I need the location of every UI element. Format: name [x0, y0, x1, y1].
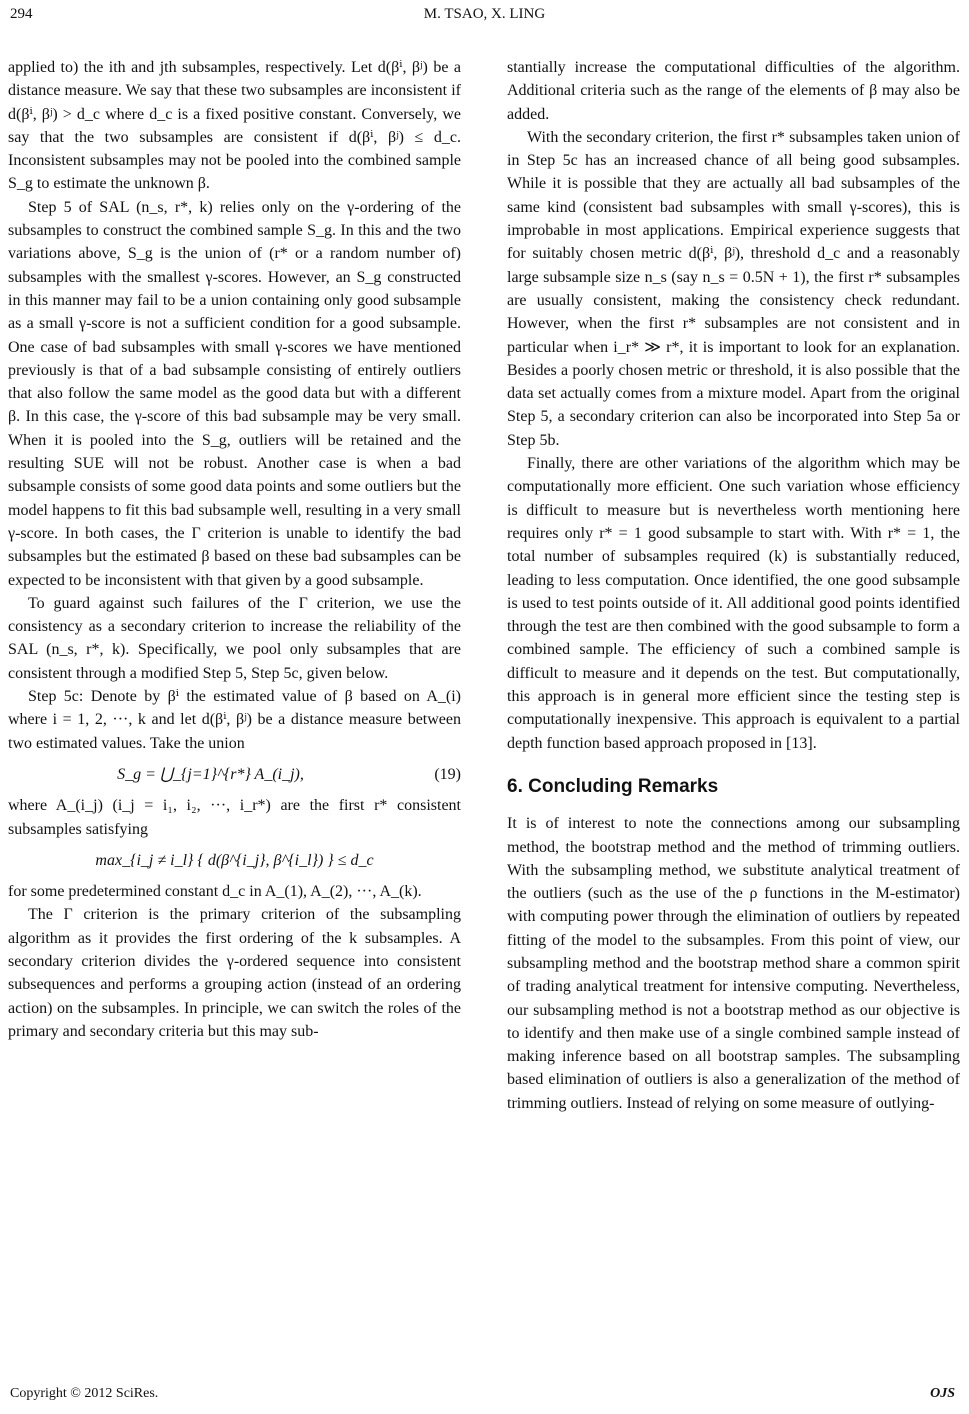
left-after-equation: [8, 794, 461, 841]
equation-19-number: (19): [434, 765, 461, 783]
paragraph: where A_(i_j) (i_j = i₁, i₂, ···, i_r*) are the first r* consistent subsamples satisfying: [8, 797, 461, 838]
paragraph: stantially increase the computational difficulties of the algorithm. Additional criteria such as the range of the elements of β may also be added.: [507, 59, 960, 123]
paragraph: for some predetermined constant d_c in A_(1), A_(2), ···, A_(k).: [8, 883, 422, 901]
right-tail-paragraphs: [507, 812, 960, 1115]
paragraph: Step 5 of SAL (n_s, r*, k) relies only on the γ-ordering of the subsamples to construct the combined sample S_g. In this and the two variations above, S_g is the union of (r* or a random number of) subsamples with the smallest γ-scores. However, an S_g constructed in this manner may fail to be a union containing only good subsample as a small γ-score is not a sufficient condition for a good subsample. One case of bad subsamples with small γ-scores we have mentioned previously is that of a bad subsample consisting of entirely outliers that also follow the same model as the good data but with a different β. In this case, the γ-score of this bad subsample may be very small. When it is pooled into the S_g, outliers will be retained and the resulting SUE will not be robust. Another case is when a bad subsample consists of some good data points and some outliers but the model happens to fit this bad subsample well, resulting in a very small γ-score. In both cases, the Γ criterion is unable to identify the bad subsamples but the estimated β based on these bad subsamples can be expected to be inconsistent with that given by a good subsample.: [8, 198, 461, 589]
section-heading: 6. Concluding Remarks: [507, 775, 719, 797]
paragraph: The Γ criterion is the primary criterion of the subsampling algorithm as it provides the first ordering of the k subsamples. A secondary criterion divides the γ-ordered sequence into consistent subsequences and performs a grouping action (instead of an ordering action) on the subsamples. In principle, we can switch the roles of the primary and secondary criteria but this may sub-: [8, 906, 461, 1040]
right-paragraphs: [507, 56, 960, 755]
equation-max-body: max_{i_j ≠ i_l} { d(β^{i_j}, β^{i_l}) } ≤ d_c: [95, 851, 374, 869]
left-paragraphs: [8, 56, 461, 755]
paragraph: To guard against such failures of the Γ criterion, we use the consistency as a secondary criterion to increase the reliability of the SAL (n_s, r*, k). Specifically, we pool only subsamples that are consistent through a modified Step 5, Step 5c, given below.: [8, 594, 461, 682]
paragraph: It is of interest to note the connections among our subsampling method, the bootstrap method and the method of trimming outliers. With the subsampling method, we substitute analytical treatment of the outliers (such as the use of the ρ functions in the M-estimator) with computing power through the elimination of outliers by repeated fitting of the model to the subsamples. From this point of view, our subsampling method and the bootstrap method share a common spirit of trading analytical treatment for intensive computing. Nevertheless, our subsampling method is not a bootstrap method as our objective is to identify and then make use of a single combined sample instead of making inference based on all bootstrap samples. The subsampling based elimination of outliers is also a generalization of the method of trimming outliers. Instead of relying on some measure of outlying-: [507, 815, 960, 1112]
paragraph: applied to) the ith and jth subsamples, respectively. Let d(βⁱ, βʲ) be a distance measure. We say that these two subsamples are inconsistent if d(βⁱ, βʲ) > d_c where d_c is a fixed positive constant. Conversely, we say that the two subsamples are consistent if d(βⁱ, βʲ) ≤ d_c. Inconsistent subsamples may not be pooled into the combined sample S_g to estimate the unknown β.: [8, 59, 461, 193]
running-head: M. TSAO, X. LING: [423, 6, 546, 22]
equation-19-body: S_g = ⋃_{j=1}^{r*} A_(i_j),: [117, 765, 304, 783]
paragraph: With the secondary criterion, the first r* subsamples taken union of in Step 5c has an increased chance of all being good subsamples. While it is possible that they are actually all bad subsamples of the same kind (consistent bad subsamples with small γ-scores), this is improbable in most applications. Empirical experience suggests that for suitably chosen metric d(βⁱ, βʲ), threshold d_c and a reasonably large subsample size n_s (say n_s = 0.5N + 1), the first r* subsamples are usually consistent, making the consistency check redundant. However, when the first r* subsamples are not consistent and in particular when i_r* ≫ r*, it is important to look for an explanation. Besides a poorly chosen metric or threshold, it is also possible that the data set actually comes from a mixture model. Apart from the original Step 5, a secondary criterion can also be incorporated into Step 5a or Step 5b.: [507, 128, 960, 449]
equation-19: [8, 763, 461, 786]
paragraph: Finally, there are other variations of the algorithm which may be computationally more efficient. One such variation whose efficiency is difficult to measure but is nevertheless worth mentioning here requires only r* = 1 good subsample to start with. With r* = 1, the total number of subsamples required (k) is substantially reduced, leading to less computation. Once identified, the one good subsample is used to test points outside of it. All additional good points identified through the test are then combined with the good subsample to form a combined sample. The efficiency of such a combined sample is difficult to measure and it depends on the test. But computationally, this approach is in general more efficient since the testing step is computationally inexpensive. This approach is equivalent to a partial depth function based approach proposed in [13].: [507, 455, 960, 752]
equation-max: [8, 849, 461, 872]
right-column: [507, 56, 960, 1115]
journal-abbrev: OJS: [930, 1386, 955, 1401]
left-column: [8, 56, 461, 1043]
page-number: 294: [10, 6, 33, 22]
paragraph: Step 5c: Denote by βⁱ the estimated value of β based on A_(i) where i = 1, 2, ···, k and let d(βⁱ, βʲ) be a distance measure between two estimated values. Take the union: [8, 688, 461, 752]
left-tail-paragraphs: [8, 880, 461, 1043]
copyright-notice: Copyright © 2012 SciRes.: [10, 1386, 159, 1401]
page-header: [0, 6, 969, 28]
